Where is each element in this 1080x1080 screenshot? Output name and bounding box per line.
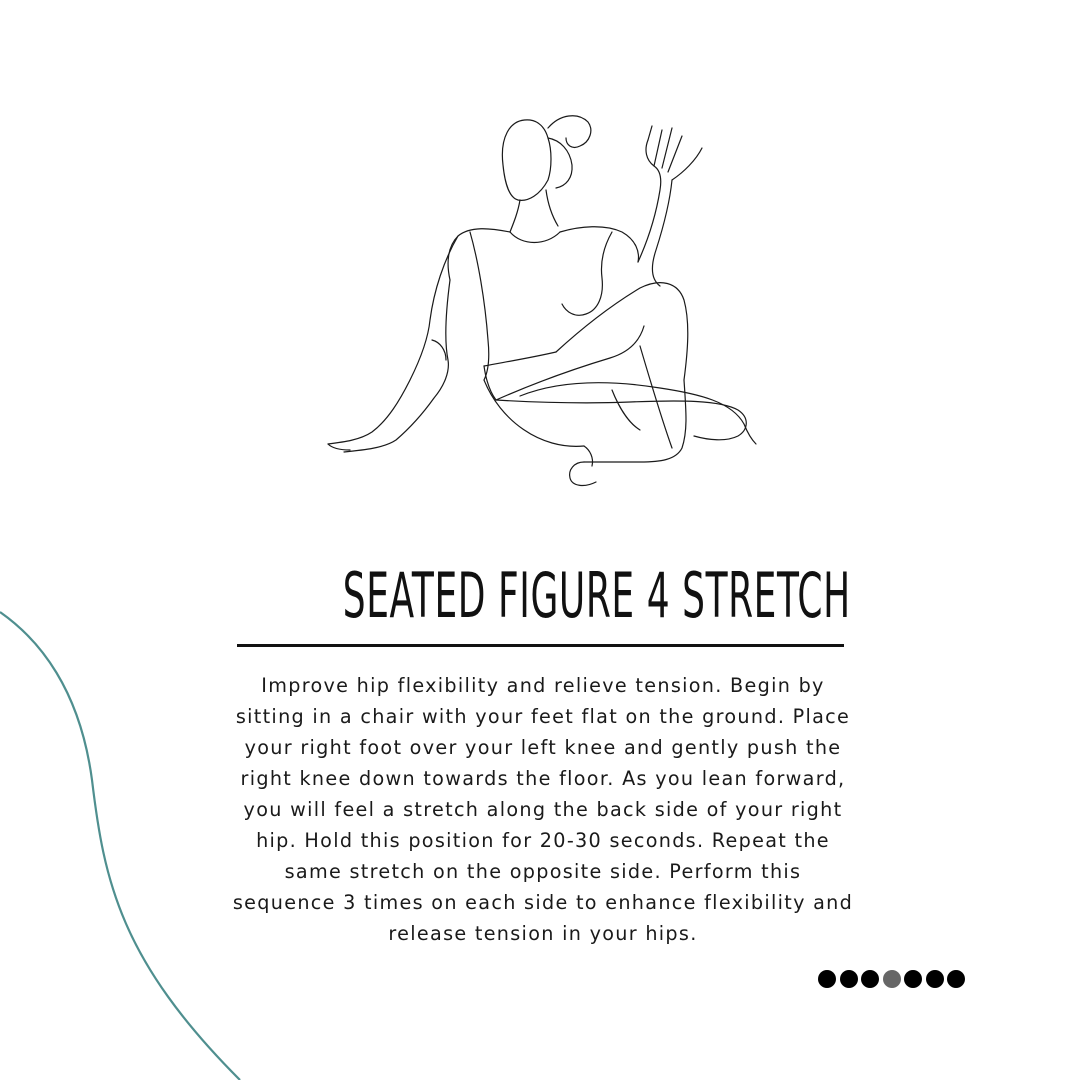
page-title: SEATED FIGURE 4 STRETCH <box>342 559 851 632</box>
pagination-dot-6[interactable] <box>926 970 944 988</box>
pagination-dot-5[interactable] <box>904 970 922 988</box>
pagination-dot-1[interactable] <box>818 970 836 988</box>
pagination-dot-2[interactable] <box>840 970 858 988</box>
description-text: Improve hip flexibility and relieve tension. Begin by sitting in a chair with your feet flat on the ground. Place your right foot over your left knee and gently push the right knee down towards the floor. As you lean forward, you will feel a stretch along the back side of your right hip. Hold this position for 20-30 seconds. Repeat the same stretch on the opposite side. Perform this sequence 3 times on each side to enhance flexibility and release tension in your hips. <box>232 674 854 945</box>
pagination-dots[interactable] <box>818 970 965 990</box>
seated-figure-illustration-icon <box>300 100 780 500</box>
curve-line <box>0 612 240 1080</box>
pagination-dot-7[interactable] <box>947 970 965 988</box>
pagination-dot-3[interactable] <box>861 970 879 988</box>
title-divider <box>237 644 844 647</box>
pagination-dot-4-active[interactable] <box>883 970 901 988</box>
